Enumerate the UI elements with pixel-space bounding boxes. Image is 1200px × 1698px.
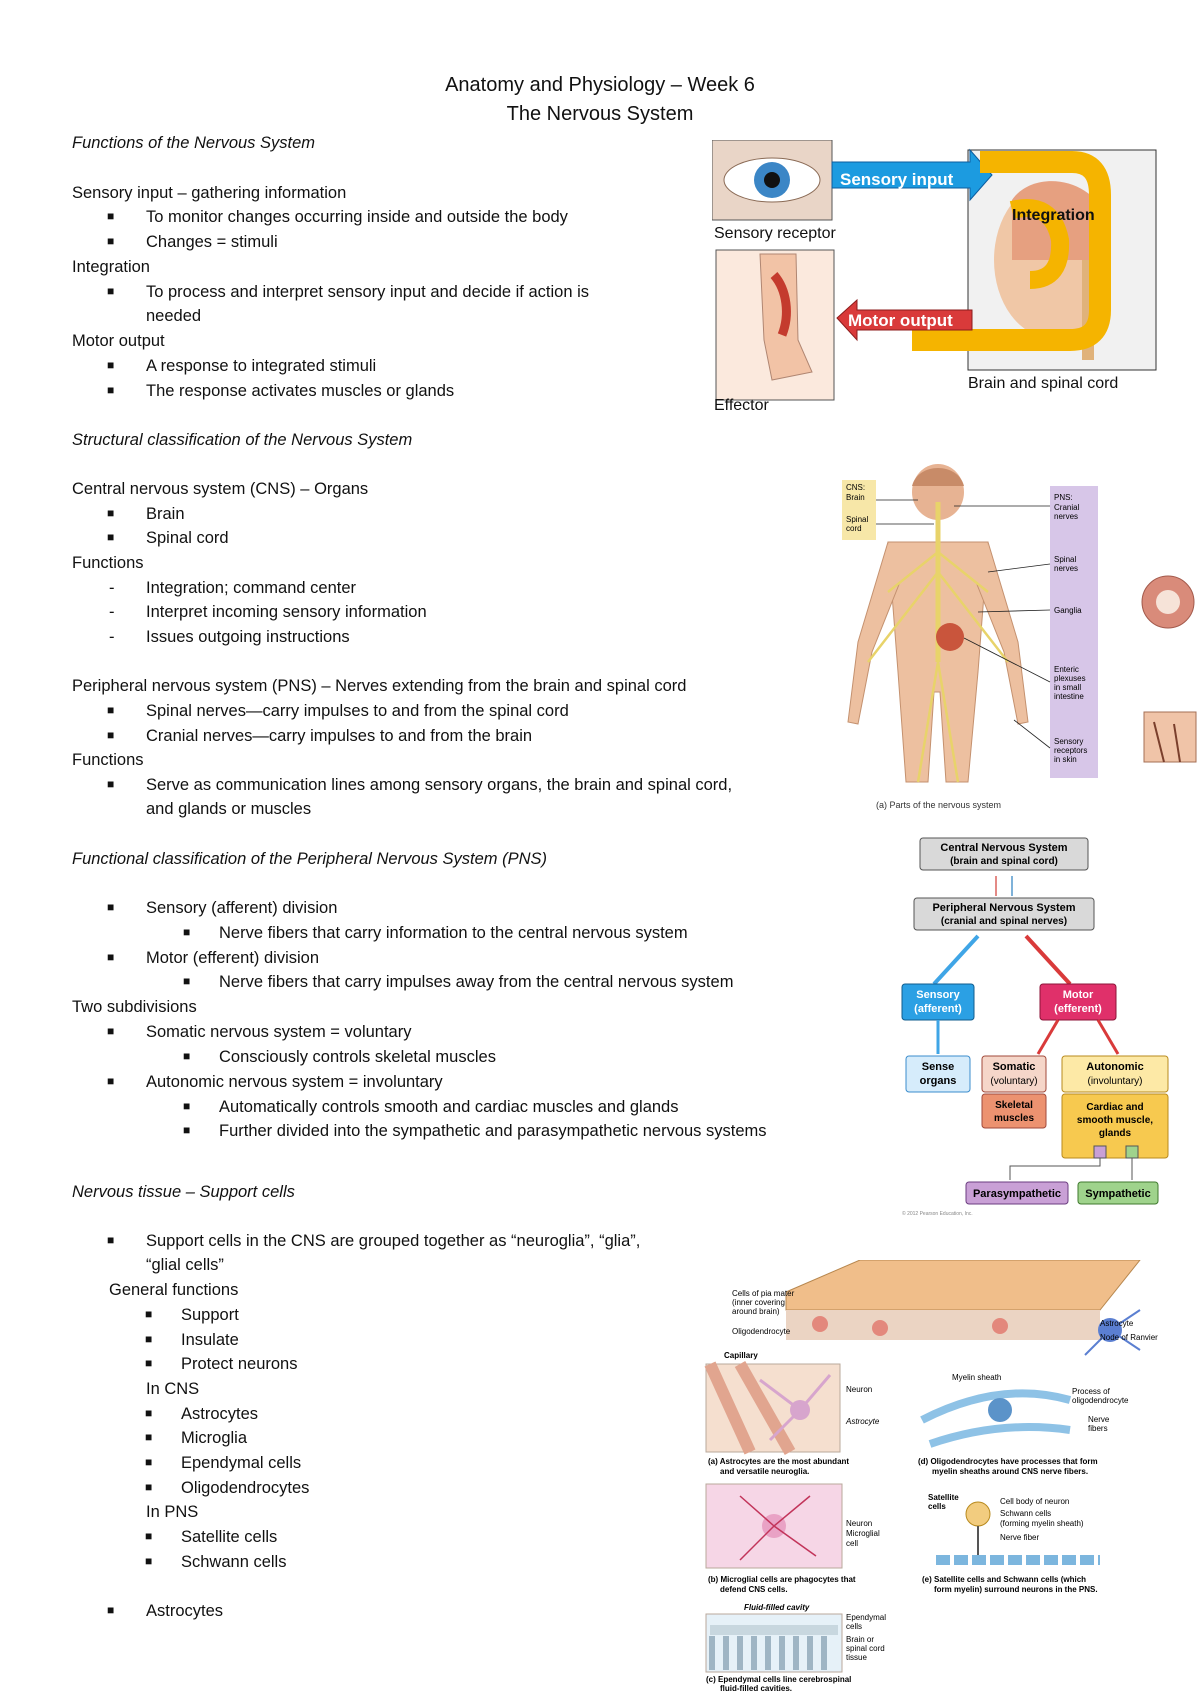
svg-text:cells: cells [846,1622,863,1631]
list-item-continued: needed [146,307,202,325]
list-item: Support [181,1306,239,1324]
bullet-icon: ■ [107,900,115,914]
bullet-icon: ■ [183,974,191,988]
bullet-icon: ■ [107,950,115,964]
svg-text:Peripheral Nervous System: Peripheral Nervous System [932,902,1076,914]
svg-text:Satellite: Satellite [928,1493,959,1502]
text-integration: Integration [72,258,150,276]
svg-text:(involuntary): (involuntary) [1087,1076,1143,1087]
bullet-icon: ■ [183,925,191,939]
svg-text:(forming myelin sheath): (forming myelin sheath) [1000,1519,1084,1528]
svg-text:intestine: intestine [1054,692,1084,701]
svg-text:and versatile neuroglia.: and versatile neuroglia. [720,1467,810,1476]
bullet-icon: ■ [107,234,115,248]
svg-text:Sympathetic: Sympathetic [1085,1188,1151,1200]
svg-text:(b) Microglial cells are phago: (b) Microglial cells are phagocytes that [708,1575,856,1584]
list-item: Serve as communication lines among sensory organs, the brain and spinal cord, [146,776,733,794]
bullet-icon: ■ [145,1332,153,1346]
list-item: Consciously controls skeletal muscles [219,1048,496,1066]
list-item: Oligodendrocytes [181,1479,310,1497]
list-item: Further divided into the sympathetic and parasympathetic nervous systems [219,1122,767,1140]
svg-text:© 2012 Pearson Education, Inc.: © 2012 Pearson Education, Inc. [902,1211,973,1216]
bullet-icon: ■ [107,1074,115,1088]
list-item: Autonomic nervous system = involuntary [146,1073,443,1091]
svg-text:Brain and spinal cord: Brain and spinal cord [968,375,1119,392]
svg-text:organs: organs [919,1075,957,1087]
svg-text:nerves: nerves [1054,512,1079,521]
section-heading-structural: Structural classification of the Nervous System [72,431,413,449]
bullet-icon: ■ [107,1603,115,1617]
svg-text:Brain or: Brain or [846,1635,875,1644]
svg-text:fluid-filled cavities.: fluid-filled cavities. [720,1684,793,1692]
list-item: Spinal cord [146,529,229,547]
svg-text:in skin: in skin [1054,755,1077,764]
svg-text:(afferent): (afferent) [914,1003,962,1015]
svg-text:Enteric: Enteric [1054,665,1079,674]
list-item: Motor (efferent) division [146,949,320,967]
svg-text:form myelin) surround neurons: form myelin) surround neurons in the PNS. [934,1585,1098,1594]
svg-text:Cells of pia mater: Cells of pia mater [732,1289,795,1298]
svg-text:smooth muscle,: smooth muscle, [1076,1115,1154,1126]
svg-text:(inner covering: (inner covering [732,1298,785,1307]
bullet-icon: ■ [107,1024,115,1038]
svg-text:Astrocyte: Astrocyte [846,1417,880,1426]
bullet-icon: ■ [107,1233,115,1247]
list-item: Brain [146,505,185,523]
figure-functional-classification [900,836,1180,1216]
list-item: Nerve fibers that carry impulses away from the central nervous system [219,973,734,991]
bullet-icon: ■ [145,1406,153,1420]
document-subtitle: The Nervous System [506,103,694,125]
svg-text:Ganglia: Ganglia [1054,606,1082,615]
svg-text:Motor: Motor [1062,989,1094,1001]
svg-text:PNS:: PNS: [1054,493,1073,502]
svg-text:Sensory input: Sensory input [840,170,954,189]
svg-text:Myelin sheath: Myelin sheath [952,1373,1002,1382]
dash-icon: - [109,603,115,621]
svg-text:Cardiac and: Cardiac and [1086,1102,1144,1113]
list-item: Schwann cells [181,1553,287,1571]
bullet-icon: ■ [107,284,115,298]
svg-text:cord: cord [846,524,862,533]
figure-nervous-functions [712,140,1158,418]
svg-text:fibers: fibers [1088,1424,1108,1433]
list-item-continued: “glial cells” [146,1256,224,1274]
text-in-cns: In CNS [146,1380,200,1398]
bullet-icon: ■ [145,1356,153,1370]
svg-text:in small: in small [1054,683,1082,692]
bullet-icon: ■ [107,506,115,520]
svg-text:Schwann cells: Schwann cells [1000,1509,1052,1518]
dash-icon: - [109,579,115,597]
svg-text:Neuron: Neuron [846,1519,873,1528]
pns-label-box [1050,486,1098,778]
bullet-icon: ■ [145,1430,153,1444]
dash-icon: - [109,628,115,646]
list-item: Ependymal cells [181,1454,302,1472]
bullet-icon: ■ [107,703,115,717]
svg-text:Fluid-filled cavity: Fluid-filled cavity [744,1603,810,1612]
svg-text:glands: glands [1098,1128,1132,1139]
bullet-icon: ■ [145,1480,153,1494]
list-item: To monitor changes occurring inside and outside the body [146,208,568,226]
list-item: Microglia [181,1429,248,1447]
list-item: Nerve fibers that carry information to the central nervous system [219,924,688,942]
svg-text:Nerve: Nerve [1088,1415,1110,1424]
list-item: A response to integrated stimuli [146,357,377,375]
svg-text:Neuron: Neuron [846,1385,873,1394]
svg-text:defend CNS cells.: defend CNS cells. [720,1585,788,1594]
bullet-icon: ■ [145,1455,153,1469]
svg-text:Central Nervous System: Central Nervous System [940,842,1068,854]
section-heading-tissue: Nervous tissue – Support cells [72,1183,295,1201]
bullet-icon: ■ [145,1529,153,1543]
svg-text:(efferent): (efferent) [1054,1003,1102,1015]
list-item-continued: and glands or muscles [146,800,312,818]
bullet-icon: ■ [183,1123,191,1137]
bullet-icon: ■ [107,728,115,742]
bullet-icon: ■ [107,777,115,791]
bullet-icon: ■ [107,530,115,544]
text-in-pns: In PNS [146,1503,199,1521]
svg-text:Capillary: Capillary [724,1351,758,1360]
svg-text:around brain): around brain) [732,1307,780,1316]
svg-text:Autonomic: Autonomic [1086,1061,1144,1073]
list-item: Integration; command center [146,579,357,597]
list-item: Changes = stimuli [146,233,278,251]
svg-text:nerves: nerves [1054,564,1079,573]
text-sensory-input: Sensory input – gathering information [72,184,347,202]
list-item: Sensory (afferent) division [146,899,338,917]
list-item: Astrocytes [146,1602,224,1620]
svg-text:plexuses: plexuses [1054,674,1086,683]
svg-text:Nerve fiber: Nerve fiber [1000,1533,1040,1542]
svg-text:CNS:: CNS: [846,483,866,492]
list-item: Issues outgoing instructions [146,628,350,646]
svg-text:Motor output: Motor output [848,311,953,330]
svg-text:Ependymal: Ependymal [846,1613,887,1622]
svg-text:muscles: muscles [993,1113,1035,1124]
intestine-icon [936,623,964,651]
section-heading-functions: Functions of the Nervous System [72,134,316,152]
text-motor-output: Motor output [72,332,165,350]
svg-text:Skeletal: Skeletal [995,1100,1033,1111]
list-item: Satellite cells [181,1528,278,1546]
list-item: Somatic nervous system = voluntary [146,1023,412,1041]
bullet-icon: ■ [145,1307,153,1321]
list-item: Spinal nerves—carry impulses to and from the spinal cord [146,702,569,720]
bullet-icon: ■ [183,1099,191,1113]
svg-text:(voluntary): (voluntary) [990,1076,1038,1087]
svg-text:Oligodendrocyte: Oligodendrocyte [732,1327,791,1336]
figure-parts-nervous-system [828,462,1200,814]
svg-text:Somatic: Somatic [992,1061,1036,1073]
bullet-icon: ■ [107,209,115,223]
list-item: Automatically controls smooth and cardiac muscles and glands [219,1098,679,1116]
svg-text:Astrocyte: Astrocyte [1100,1319,1134,1328]
list-item: Support cells in the CNS are grouped together as “neuroglia”, “glia”, [146,1232,641,1250]
svg-text:(c) Ependymal cells line cereb: (c) Ependymal cells line cerebrospinal [706,1675,852,1684]
svg-text:Cell body of neuron: Cell body of neuron [1000,1497,1070,1506]
svg-text:myelin sheaths around CNS nerv: myelin sheaths around CNS nerve fibers. [932,1467,1089,1476]
svg-text:(brain and spinal cord): (brain and spinal cord) [950,856,1058,867]
svg-text:spinal cord: spinal cord [846,1644,885,1653]
svg-text:(d) Oligodendrocytes have proc: (d) Oligodendrocytes have processes that form [918,1457,1098,1466]
svg-text:Parasympathetic: Parasympathetic [972,1188,1062,1200]
svg-text:Spinal: Spinal [1054,555,1077,564]
list-item: Cranial nerves—carry impulses to and from the brain [146,727,533,745]
text-two-subdivisions: Two subdivisions [72,998,197,1016]
svg-text:cells: cells [928,1502,946,1511]
svg-text:(e) Satellite cells and Schwan: (e) Satellite cells and Schwann cells (which [922,1575,1087,1584]
document-title: Anatomy and Physiology – Week 6 [445,74,755,96]
bullet-icon: ■ [183,1049,191,1063]
list-item: Protect neurons [181,1355,298,1373]
svg-text:Effector: Effector [714,397,769,414]
svg-text:receptors: receptors [1054,746,1088,755]
svg-text:Node of Ranvier: Node of Ranvier [1100,1333,1158,1342]
list-item: Insulate [181,1331,239,1349]
list-item: To process and interpret sensory input and decide if action is [146,283,590,301]
bullet-icon: ■ [107,383,115,397]
svg-text:oligodendrocyte: oligodendrocyte [1072,1396,1129,1405]
figure-support-cells [700,1260,1170,1692]
list-item: Interpret incoming sensory information [146,603,427,621]
svg-text:tissue: tissue [846,1653,867,1662]
svg-text:Cranial: Cranial [1054,503,1080,512]
svg-text:Sensory: Sensory [916,989,960,1001]
text-pns: Peripheral nervous system (PNS) – Nerves extending from the brain and spinal cord [72,677,687,695]
text-functions: Functions [72,751,144,769]
text-general-functions: General functions [109,1281,239,1299]
svg-text:(a) Astrocytes are the most ab: (a) Astrocytes are the most abundant [708,1457,850,1466]
svg-text:Sense: Sense [921,1061,955,1073]
svg-text:cell: cell [846,1539,859,1548]
list-item: Astrocytes [181,1405,259,1423]
svg-text:(a) Parts of the nervous syste: (a) Parts of the nervous system [876,800,1002,810]
text-functions: Functions [72,554,144,572]
bullet-icon: ■ [145,1554,153,1568]
svg-text:Process of: Process of [1072,1387,1110,1396]
bullet-icon: ■ [107,358,115,372]
list-item: The response activates muscles or glands [146,382,455,400]
svg-text:Sensory receptor: Sensory receptor [714,225,836,242]
svg-text:Integration: Integration [1012,207,1095,224]
svg-text:Spinal: Spinal [846,515,869,524]
svg-text:Brain: Brain [846,493,865,502]
svg-text:Sensory: Sensory [1054,737,1084,746]
svg-text:Microglial: Microglial [846,1529,880,1538]
section-heading-functional: Functional classification of the Peripheral Nervous System (PNS) [72,850,548,868]
text-cns: Central nervous system (CNS) – Organs [72,480,369,498]
svg-text:(cranial and spinal nerves): (cranial and spinal nerves) [940,916,1068,927]
